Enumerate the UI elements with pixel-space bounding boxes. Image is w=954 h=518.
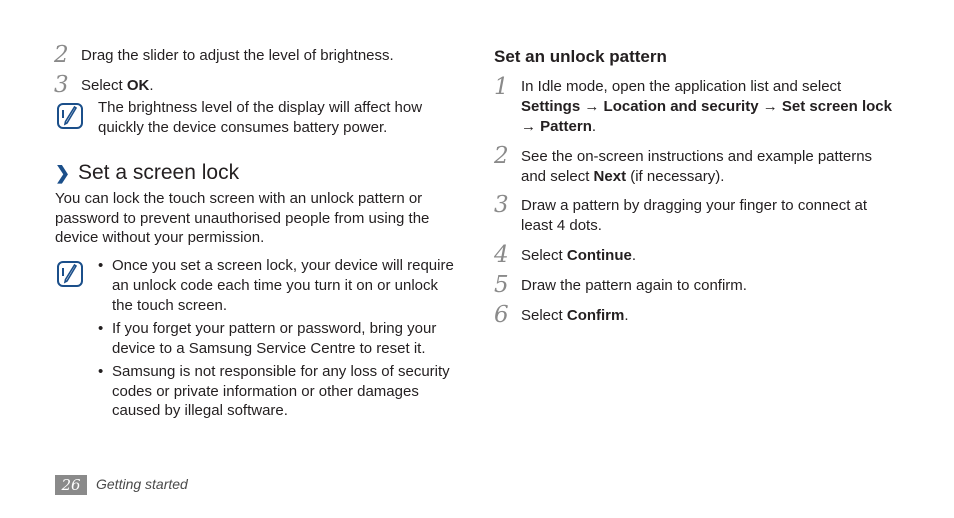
step-number: 3 — [494, 192, 509, 218]
note-icon — [57, 103, 83, 129]
bullet-text: codes or private information or other damages — [112, 383, 419, 400]
step-text: See the on-screen instructions and example patterns — [521, 148, 873, 165]
note-icon — [57, 261, 83, 287]
bullet-text: If you forget your pattern or password, bring your — [112, 320, 437, 337]
note-text: The brightness level of the display will affect how — [98, 99, 423, 116]
step-number: 2 — [54, 42, 69, 68]
note-text: quickly the device consumes battery power. — [98, 119, 388, 136]
step-text: Draw the pattern again to confirm. — [521, 277, 747, 294]
intro-text: device without your permission. — [55, 229, 265, 246]
step-text: and select Next (if necessary). — [521, 168, 725, 185]
step-number: 1 — [494, 74, 509, 100]
chevron-icon: ❯ — [55, 163, 71, 183]
bullet-text: Samsung is not responsible for any loss of security — [112, 363, 450, 380]
subsection-title: Set an unlock pattern — [494, 47, 667, 66]
step-number: 5 — [494, 272, 509, 298]
step-text: In Idle mode, open the application list and select — [521, 78, 842, 95]
step-text: Select Continue. — [521, 247, 637, 264]
step-text: → Pattern. — [521, 118, 597, 135]
bullet-icon: • — [98, 363, 104, 380]
step-text: Draw a pattern by dragging your finger to connect at — [521, 197, 868, 214]
section-title: Set a screen lock — [78, 161, 240, 184]
bullet-text: the touch screen. — [112, 297, 228, 314]
step-text: least 4 dots. — [521, 217, 602, 234]
step-number: 6 — [494, 302, 509, 328]
page-number: 26 — [55, 475, 87, 495]
bullet-text: caused by illegal software. — [112, 402, 288, 419]
bullet-text: Once you set a screen lock, your device will require — [112, 257, 454, 274]
step-number: 3 — [54, 72, 69, 98]
step-text: Drag the slider to adjust the level of brightness. — [81, 47, 394, 64]
step-number: 2 — [494, 143, 509, 169]
bullet-text: device to a Samsung Service Centre to reset it. — [112, 340, 426, 357]
step-text: Settings → Location and security → Set screen lock — [521, 98, 892, 115]
step-text: Select OK. — [81, 77, 154, 94]
bullet-icon: • — [98, 320, 104, 337]
step-number: 4 — [494, 242, 509, 268]
intro-text: You can lock the touch screen with an unlock pattern or — [55, 190, 423, 207]
bullet-icon: • — [98, 257, 104, 274]
section-name: Getting started — [96, 476, 188, 492]
step-text: Select Confirm. — [521, 307, 629, 324]
intro-text: password to prevent unauthorised people from using the — [55, 210, 430, 227]
bullet-text: an unlock code each time you turn it on or unlock — [112, 277, 439, 294]
